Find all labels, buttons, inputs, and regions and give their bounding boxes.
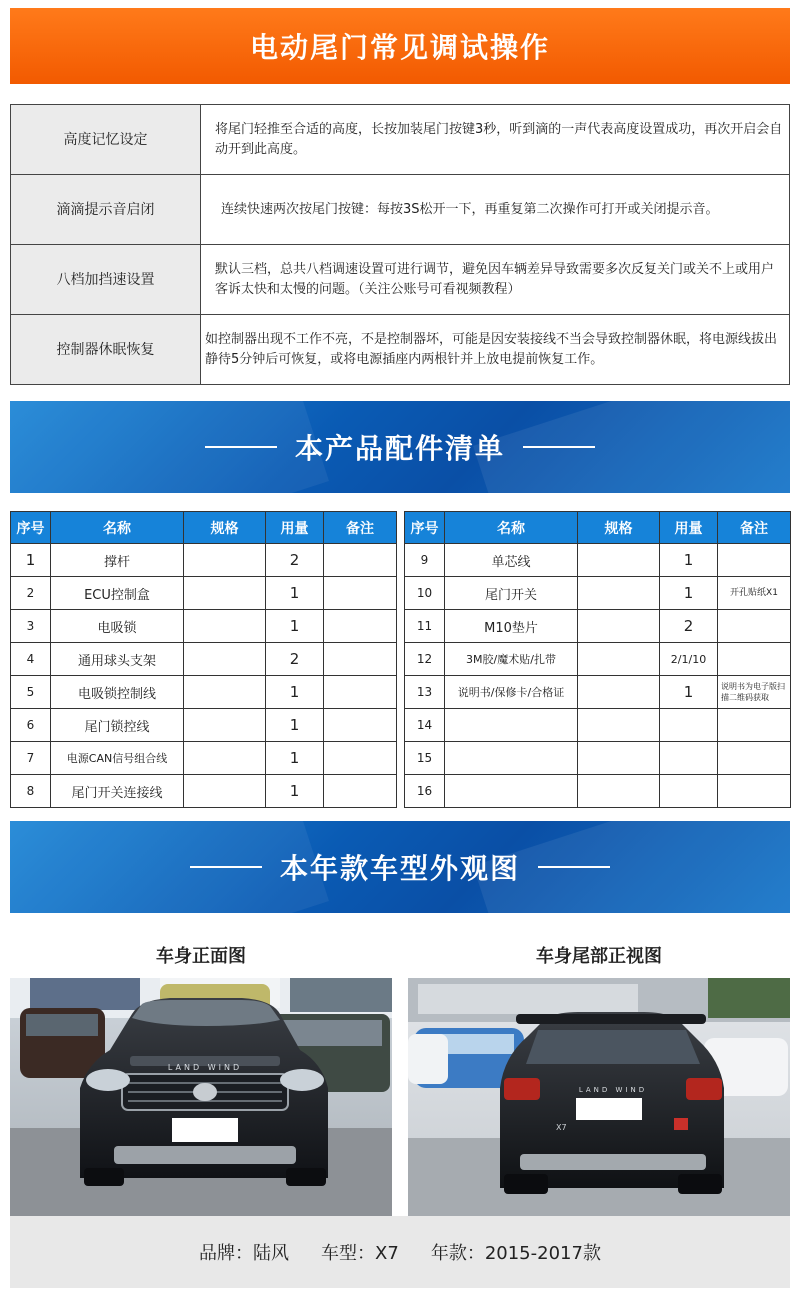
banner-line-right [538, 866, 610, 868]
faq-question: 八档加挡速设置 [11, 245, 201, 315]
appearance-banner [10, 821, 790, 913]
table-row [11, 610, 397, 643]
brand-label: 品牌：陆风 [199, 1243, 290, 1264]
table-row [11, 577, 397, 610]
table-row [405, 676, 791, 709]
cell-name: M10垫片 [445, 610, 578, 643]
cell-spec [578, 775, 660, 808]
col-header-note: 备注 [324, 512, 397, 544]
parts-table-right [404, 511, 791, 808]
cell-no: 3 [11, 610, 51, 643]
cell-no: 12 [405, 643, 445, 676]
cell-qty: 1 [266, 775, 324, 808]
cell-spec [578, 610, 660, 643]
faq-question: 控制器休眠恢复 [11, 315, 201, 385]
rear-badge-lettering: LAND WIND [578, 1086, 648, 1094]
cell-note [718, 742, 791, 775]
cell-no: 7 [11, 742, 51, 775]
cell-qty: 1 [266, 676, 324, 709]
cell-no: 4 [11, 643, 51, 676]
col-header-name: 名称 [51, 512, 184, 544]
front-grille-lettering: LAND WIND [167, 1063, 243, 1072]
header-banner [10, 8, 790, 84]
col-header-spec: 规格 [184, 512, 266, 544]
cell-no: 5 [11, 676, 51, 709]
table-row [11, 544, 397, 577]
rear-model-lettering: X7 [556, 1123, 567, 1132]
faq-question: 高度记忆设定 [11, 105, 201, 175]
col-header-no: 序号 [405, 512, 445, 544]
cell-note [324, 577, 397, 610]
cell-note [324, 544, 397, 577]
col-header-qty: 用量 [266, 512, 324, 544]
cell-no: 15 [405, 742, 445, 775]
cell-spec [184, 709, 266, 742]
front-car-photo [10, 978, 392, 1216]
cell-no: 11 [405, 610, 445, 643]
rear-car-illustration [408, 978, 790, 1216]
cell-qty [660, 775, 718, 808]
cell-name: 尾门开关连接线 [51, 775, 184, 808]
cell-name: 电吸锁 [51, 610, 184, 643]
cell-name: 尾门锁控线 [51, 709, 184, 742]
col-header-qty: 用量 [660, 512, 718, 544]
banner-line-right [523, 446, 595, 448]
table-row [405, 643, 791, 676]
cell-name: 撑杆 [51, 544, 184, 577]
banner-line-left [190, 866, 262, 868]
parts-banner-title: 本产品配件清单 [294, 432, 505, 465]
faq-answer: 如控制器出现不工作不亮，不是控制器坏，可能是因安装接线不当会导致控制器休眠，将电源线拔出静待5分钟后可恢复，或将电源插座内两根针并上放电提前恢复工作。 [201, 315, 790, 385]
cell-note [324, 676, 397, 709]
cell-no: 16 [405, 775, 445, 808]
cell-qty: 1 [660, 577, 718, 610]
parts-banner [10, 401, 790, 493]
faq-row [11, 175, 790, 245]
rear-car-photo [408, 978, 790, 1216]
table-row [405, 577, 791, 610]
cell-spec [184, 676, 266, 709]
table-row [405, 544, 791, 577]
cell-spec [184, 742, 266, 775]
cell-no: 6 [11, 709, 51, 742]
cell-qty: 1 [660, 544, 718, 577]
cell-qty: 2/1/10 [660, 643, 718, 676]
cell-spec [184, 643, 266, 676]
cell-name: 尾门开关 [445, 577, 578, 610]
faq-row [11, 105, 790, 175]
parts-header-row [11, 512, 397, 544]
cell-spec [578, 709, 660, 742]
cell-qty [660, 709, 718, 742]
cell-note [324, 775, 397, 808]
parts-header-row [405, 512, 791, 544]
cell-no: 10 [405, 577, 445, 610]
cell-name [445, 742, 578, 775]
cell-note [718, 544, 791, 577]
cell-qty: 1 [266, 742, 324, 775]
front-car-illustration [10, 978, 392, 1216]
cell-note [324, 709, 397, 742]
table-row [11, 643, 397, 676]
cell-spec [578, 643, 660, 676]
cell-note [324, 610, 397, 643]
cell-no: 2 [11, 577, 51, 610]
faq-answer: 连续快速两次按尾门按键：每按3S松开一下，再重复第二次操作可打开或关闭提示音。 [201, 175, 790, 245]
model-label: 车型：X7 [321, 1243, 399, 1264]
cell-name: 3M胶/魔术贴/扎带 [445, 643, 578, 676]
cell-spec [184, 610, 266, 643]
col-header-no: 序号 [11, 512, 51, 544]
faq-row [11, 315, 790, 385]
cell-note [324, 643, 397, 676]
cell-spec [578, 742, 660, 775]
cell-name: ECU控制盒 [51, 577, 184, 610]
table-row [11, 676, 397, 709]
cell-name: 电吸锁控制线 [51, 676, 184, 709]
cell-no: 8 [11, 775, 51, 808]
cell-no: 9 [405, 544, 445, 577]
faq-answer: 将尾门轻推至合适的高度，长按加装尾门按键3秒，听到滴的一声代表高度设置成功，再次开启会自动开到此高度。 [201, 105, 790, 175]
table-row [405, 610, 791, 643]
page-title: 电动尾门常见调试操作 [249, 31, 550, 64]
faq-question: 滴滴提示音启闭 [11, 175, 201, 245]
cell-qty: 1 [266, 577, 324, 610]
cell-qty [660, 742, 718, 775]
cell-spec [184, 577, 266, 610]
cell-qty: 2 [266, 643, 324, 676]
year-label: 年款：2015-2017款 [430, 1243, 601, 1264]
cell-no: 1 [11, 544, 51, 577]
col-header-spec: 规格 [578, 512, 660, 544]
cell-qty: 2 [660, 610, 718, 643]
appearance-banner-title: 本年款车型外观图 [279, 852, 520, 885]
cell-name: 说明书/保修卡/合格证 [445, 676, 578, 709]
table-row [405, 775, 791, 808]
cell-name: 通用球头支架 [51, 643, 184, 676]
faq-answer: 默认三档，总共八档调速设置可进行调节，避免因车辆差异导致需要多次反复关门或关不上或用户客诉太快和太慢的问题。（关注公账号可看视频教程） [201, 245, 790, 315]
cell-note [324, 742, 397, 775]
vehicle-info-bar [10, 1216, 790, 1288]
table-row [11, 709, 397, 742]
cell-no: 13 [405, 676, 445, 709]
table-row [11, 775, 397, 808]
cell-note [718, 709, 791, 742]
cell-spec [184, 544, 266, 577]
cell-spec [184, 775, 266, 808]
parts-table-left [10, 511, 397, 808]
cell-name: 电源CAN信号组合线 [51, 742, 184, 775]
cell-name: 单芯线 [445, 544, 578, 577]
col-header-note: 备注 [718, 512, 791, 544]
table-row [405, 709, 791, 742]
rear-photo-title: 车身尾部正视图 [536, 946, 662, 967]
cell-spec [578, 577, 660, 610]
cell-note: 说明书为电子版扫描二维码获取 [718, 676, 791, 709]
cell-qty: 1 [266, 709, 324, 742]
cell-qty: 1 [660, 676, 718, 709]
cell-note: 开孔贴纸X1 [718, 577, 791, 610]
cell-note [718, 610, 791, 643]
cell-no: 14 [405, 709, 445, 742]
faq-row [11, 245, 790, 315]
table-row [11, 742, 397, 775]
front-photo-title: 车身正面图 [156, 946, 246, 967]
faq-table [10, 104, 790, 385]
cell-note [718, 643, 791, 676]
cell-qty: 1 [266, 610, 324, 643]
cell-name [445, 709, 578, 742]
cell-spec [578, 544, 660, 577]
cell-note [718, 775, 791, 808]
col-header-name: 名称 [445, 512, 578, 544]
banner-line-left [205, 446, 277, 448]
cell-qty: 2 [266, 544, 324, 577]
cell-spec [578, 676, 660, 709]
cell-name [445, 775, 578, 808]
table-row [405, 742, 791, 775]
